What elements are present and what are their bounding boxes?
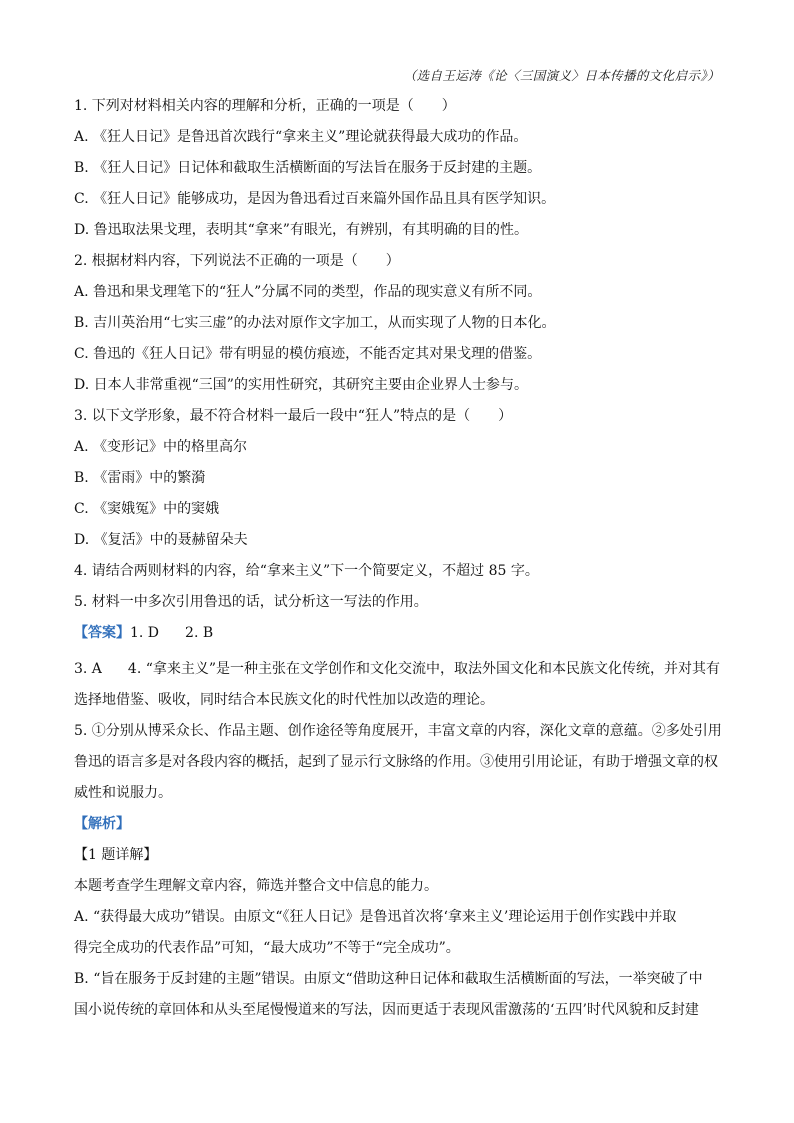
question-1-option-c: C. 《狂人日记》能够成功，是因为鲁迅看过百来篇外国作品且具有医学知识。 — [74, 191, 556, 207]
answer-5-line-3: 威性和说服力。 — [74, 785, 172, 801]
answer-1: 1. D — [130, 625, 160, 641]
analysis-block — [74, 809, 726, 1026]
answer-4-line-1: 4. “拿来主义”是一种主张在文学创作和文化交流中，取法外国文化和本民族文化传统，并对其有 — [127, 661, 721, 677]
question-1-option-a: A. 《狂人日记》是鲁迅首次践行“拿来主义”理论就获得最大成功的作品。 — [74, 129, 528, 145]
answer-4-line-2: 选择地借鉴、吸收，同时结合本民族文化的时代性加以改造的理论。 — [74, 692, 494, 708]
detail-title: 【1 题详解】 — [74, 847, 158, 863]
question-1-stem: 1. 下列对材料相关内容的理解和分析，正确的一项是（ ） — [74, 98, 456, 114]
answer-3-4-block — [74, 654, 726, 716]
question-5: 5. 材料一中多次引用鲁迅的话，试分析这一写法的作用。 — [74, 594, 428, 610]
answer-3-4-line-1 — [74, 654, 726, 685]
analysis-tag: 【解析】 — [74, 816, 130, 832]
analysis-intro: 本题考查学生理解文章内容，筛选并整合文中信息的能力。 — [74, 878, 438, 894]
answer-tag: 【答案】 — [74, 625, 130, 641]
answer-5-line-2: 鲁迅的语言多是对各段内容的概括，起到了显示行文脉络的作用。③使用引用论证，有助于增强文章的权 — [74, 754, 718, 770]
analysis-tag-line — [74, 809, 726, 840]
question-2-option-c: C. 鲁迅的《狂人日记》带有明显的模仿痕迹，不能否定其对果戈理的借鉴。 — [74, 346, 542, 362]
answer-3: 3. A — [74, 661, 102, 677]
question-1-option-b: B. 《狂人日记》日记体和截取生活横断面的写法旨在服务于反封建的主题。 — [74, 160, 542, 176]
source-note: （选自王运涛《论〈三国演义〉日本传播的文化启示》） — [403, 68, 720, 83]
question-2-option-b: B. 吉川英治用“七实三虚”的办法对原作文字加工，从而实现了人物的日本化。 — [74, 315, 556, 331]
analysis-a-line-1: A. “获得最大成功”错误。由原文“《狂人日记》是鲁迅首次将‘拿来主义’理论运用于创作实践中并取 — [74, 909, 677, 925]
answer-line-1 — [74, 623, 726, 643]
question-3-option-c: C. 《窦娥冤》中的窦娥 — [74, 501, 220, 517]
answer-2: 2. B — [185, 625, 214, 641]
question-3-option-b: B. 《雷雨》中的繁漪 — [74, 470, 206, 486]
question-1-option-d: D. 鲁迅取法果戈理，表明其“拿来”有眼光，有辨别，有其明确的目的性。 — [74, 222, 528, 238]
question-3-option-d: D. 《复活》中的聂赫留朵夫 — [74, 532, 248, 548]
question-3-option-a: A. 《变形记》中的格里高尔 — [74, 439, 248, 455]
question-2-stem: 2. 根据材料内容，下列说法不正确的一项是（ ） — [74, 253, 400, 269]
question-3-stem: 3. 以下文学形象，最不符合材料一最后一段中“狂人”特点的是（ ） — [74, 408, 513, 424]
analysis-b-line-2: 国小说传统的章回体和从头至尾慢慢道来的写法，因而更适于表现风雷激荡的‘五四’时代风貌和反封建 — [74, 1002, 699, 1018]
answer-5-line-1: 5. ①分别从博采众长、作品主题、创作途径等角度展开，丰富文章的内容，深化文章的意蕴。②多处引用 — [74, 723, 722, 739]
question-2-option-d: D. 日本人非常重视“三国”的实用性研究，其研究主要由企业界人士参与。 — [74, 377, 528, 393]
question-2-option-a: A. 鲁迅和果戈理笔下的“狂人”分属不同的类型，作品的现实意义有所不同。 — [74, 284, 542, 300]
question-4: 4. 请结合两则材料的内容，给“拿来主义”下一个简要定义，不超过 85 字。 — [74, 563, 539, 579]
analysis-a-line-2: 得完全成功的代表作品”可知，“最大成功”不等于“完全成功”。 — [74, 940, 460, 956]
content — [74, 96, 726, 1026]
answer-5-block — [74, 716, 726, 809]
analysis-b-line-1: B. “旨在服务于反封建的主题”错误。由原文“借助这种日记体和截取生活横断面的写法，一举突破了中 — [74, 971, 703, 987]
